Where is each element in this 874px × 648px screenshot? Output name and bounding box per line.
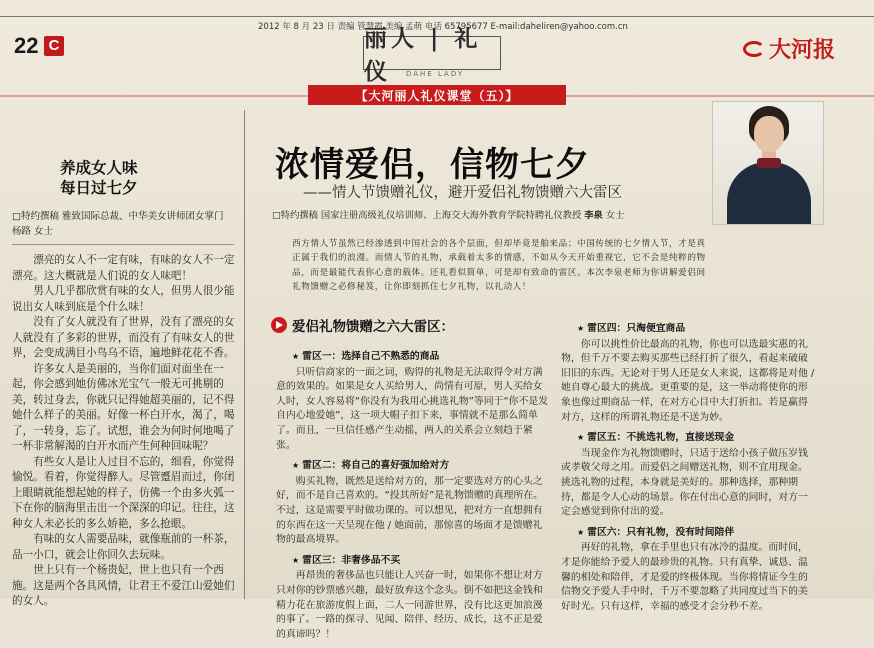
section-title: 丽人 | 礼仪 (363, 36, 501, 70)
byline-prefix: □特约撰稿 国家注册高级礼仪培训师、上海交大海外教育学院特聘礼仪教授 (272, 210, 585, 221)
byline-name: 李泉 (584, 210, 603, 221)
main-byline (272, 207, 624, 221)
mine-title: ★ 雷区四：只淘便宜商品 (577, 322, 817, 337)
photo-body (727, 162, 811, 225)
left-title-line1: 养成女人味 (60, 159, 138, 177)
left-paragraph: 漂亮的女人不一定有味，有味的女人不一定漂亮。这大概就是人们说的女人味吧！ (12, 254, 235, 282)
mines-column-right (561, 322, 817, 620)
brand-name: 大河报 (769, 37, 836, 63)
mine-text: 只听信商家的一面之词，购得的礼物是无法取得令对方满意的效果的。如果是女人买给男人，尚情有可原，男人买给女人时，女人容易将“你没有为我用心挑选礼物”等同于“你不是发自内心地爱她”，这一项大帽子扣下来，事情就不是那么简单了。而且，一旦信任感产生动摇，两人的关系会立刻趋于紧张。 (276, 366, 549, 451)
column-divider (244, 110, 245, 599)
page-number: 22 (14, 33, 39, 58)
photo-scarf (757, 158, 781, 168)
section-title-en: DAHE LADY (406, 70, 465, 78)
left-article-body (12, 253, 236, 610)
left-byline: □特约撰稿 雅致国际总裁、中华美女讲师团女掌门 杨路 女士 (12, 211, 224, 237)
left-paragraph: 许多女人是美丽的，当你们面对面坐在一起，你会感到她仿佛冰光宝气一般无可挑剔的美，转过身去，你就只记得她超美丽的，记不得她什么样子的美丽。好像一杯白开水，渴了，喝了，一转身，忘了。试想，谁会为何时何地喝了一杯非常解渴的白开水而产生何种回味呢？ (12, 362, 235, 452)
author-photo (712, 101, 824, 225)
mine-text: 再好的礼物，拿在手里也只有冰冷的温度。而时间，才是你能给予爱人的最珍贵的礼物。只有真挚、诚恳、温馨的相处和陪伴，才是爱的终极体现。当你将情证今生的信物交予爱人手中时，千万不要忽略了共同度过当下的美好时光。只有这样，幸福的感受才会分秒不差。 (561, 542, 808, 612)
main-intro: 西方情人节虽然已经渗透到中国社会的各个层面，但却毕竟是舶来品；中国传统的七夕情人节，才是真正属于我们的浪漫。而情人节的礼物，承载着太多的情感，不如从今天开始重视它，它不会是纯粹的物品，而是最能代表你心意的载体。还礼看似简单，可是却有致命的雷区。本次李泉老师为你讲解爱侣间礼物馈赠之必修秘笈，让你即刻抓住七夕礼物，以礼动人！ (292, 239, 706, 292)
header-rule (0, 16, 874, 17)
mine-title: ★ 雷区六：只有礼物，没有时间陪伴 (577, 526, 817, 541)
left-paragraph: 有味的女人需要品味，就像瓶前的一杯茶，品一小口，就会让你回久去玩味。 (12, 533, 235, 561)
mine-title: ★ 雷区二：将自己的喜好强加给对方 (292, 459, 549, 474)
left-paragraph: 没有了女人就没有了世界，没有了漂亮的女人就没有了多彩的世界，而没有了有味女人的世界，会变成满目小鸟乌不语，遍地鲜花花不香。 (12, 316, 235, 359)
brand-logo (743, 33, 835, 64)
left-rule (12, 244, 234, 245)
header-meta: 2012 年 8 月 23 日 责编 管慧霞 美编 孟萌 电话 65795677 E-mail:daheliren@yahoo.com.cn (258, 22, 628, 32)
mine-text: 购买礼物，既然是送给对方的，那一定要选对方的心头之好，而不是自己喜欢的。“投其所好”是礼物馈赠的真理所在。不过，这是需要平时做功课的。可以想见，把对方一直想拥有的东西在这一天呈现在他 / 她面前，那惊喜的场面才是馈赠礼物的最高境界。 (276, 475, 543, 546)
section-heading (271, 315, 454, 335)
left-paragraph: 世上只有一个杨贵妃，世上也只有一个西施。这是两个各具风情，让君王不爱江山爱她们的女人。 (12, 564, 235, 607)
photo-face (754, 116, 784, 152)
left-article-title (60, 158, 138, 198)
left-title-line2: 每日过七夕 (60, 179, 138, 197)
left-paragraph: 男人几乎都欣赏有味的女人，但男人很少能说出女人味到底是个什么味！ (12, 285, 235, 313)
mine-text: 当现金作为礼物馈赠时，只适于送给小孩子做压岁钱或孝敬父母之用。而爱侣之间赠送礼物，则不宜用现金。挑选礼物的过程，本身就是美好的。那种选择，那种期待，都是令人心动的场景。你在付出心意的同时，对方一定会感觉到你付出的爱。 (561, 447, 808, 518)
mine-title: ★ 雷区三：非奢侈品不买 (292, 554, 549, 569)
left-paragraph: 有些女人是让人过目不忘的，细看，你觉得愉悦。看着，你觉得醉人。尽管蹙眉而过，你闭上眼睛就能想起她的样子，仿佛一个由多火弧一下在你的脑海里击出一个深深的印记。往往，这种女人未必长的多么娇艳，多么抢眼。 (12, 455, 235, 530)
mine-text: 你可以挑性价比最高的礼物，你也可以选最实惠的礼物，但千万不要去购买那些已经打折了很久，看起来破破旧旧的东西。无论对于男人还是女人来说，这都将是对他 / 她自尊心最大的挑战。更重要的是，这一举动将使你的形象也像过期商品一样，在对方心目中大打折扣。若是赢得对方，这样的所谓礼物还是不送为妙。 (561, 338, 815, 423)
main-subhead: ——情人节馈赠礼仪，避开爱侣礼物馈赠六大雷区 (303, 185, 622, 201)
column-banner: 【大河丽人礼仪课堂（五）】 (308, 85, 566, 105)
mines-column-left (276, 350, 549, 648)
main-headline: 浓情爱侣，信物七夕 (275, 145, 590, 185)
swirl-logo-icon (743, 41, 765, 57)
mine-title: ★ 雷区五：不挑选礼物，直接送现金 (577, 431, 817, 446)
arrow-bullet-icon (271, 317, 287, 333)
page-letter-badge: C (44, 36, 64, 56)
byline-suffix: 女士 (602, 210, 625, 221)
mine-title: ★ 雷区一：选择自己不熟悉的商品 (292, 350, 549, 365)
mine-text: 再昂贵的奢侈品也只能让人兴奋一时，如果你不想让对方只对你的钞票感兴趣，最好放弃这个念头。倒不如把这金钱和精力花在旅游度假上面，二人一同游世界，没有比这更加浪漫的事了。一路的探寻、见闻、陪伴、经历、成长，这不正是爱的真谛吗？！ (276, 570, 543, 640)
section-heading-text: 爱侣礼物馈赠之六大雷区： (292, 319, 454, 335)
